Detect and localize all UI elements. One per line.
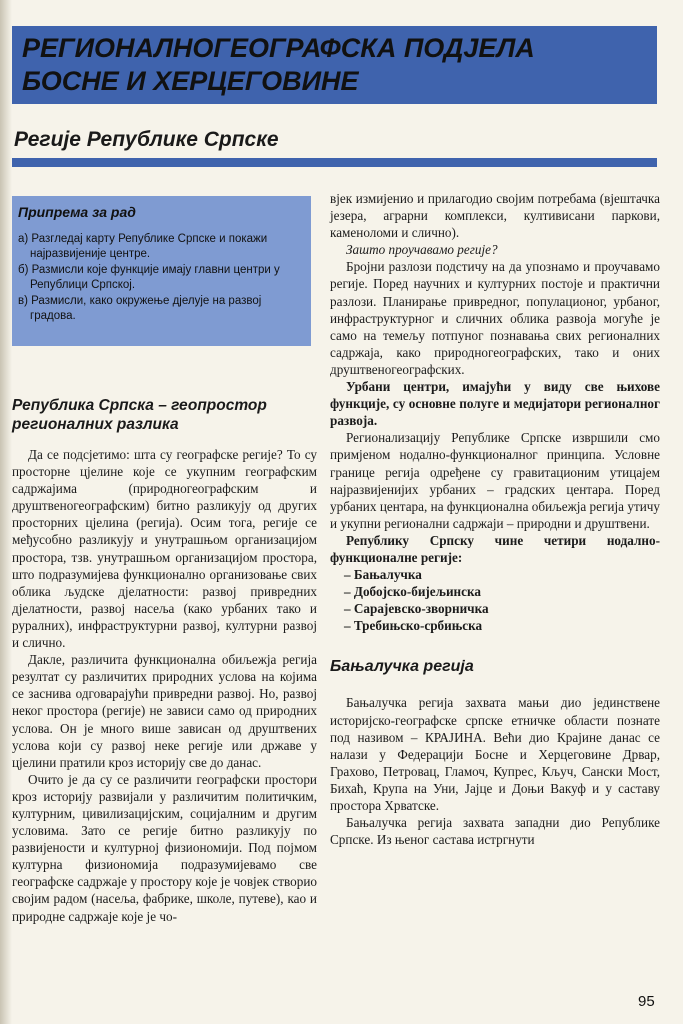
page-title-line2: БОСНЕ И ХЕРЦЕГОВИНЕ bbox=[22, 66, 359, 96]
region-item: – Требињско-србињска bbox=[344, 618, 483, 634]
right-column bbox=[330, 190, 660, 848]
prep-item: б) Размисли које функције имају главни центри у Републици Српској. bbox=[18, 264, 280, 291]
right-paragraph: Бањалучка регија захвата западни дио Републике Српске. Из њеног састава истргнути bbox=[330, 815, 660, 848]
left-paragraph: Очито је да су се различити географски простори кроз историју развијали у различитим политичким, културним, цивилизацијским, социјалним и другим условима. Зато се регије битно разликују по развијености и културној физиономији. Под појмом културна физиономија подразумијевамо све географске садржаје у простору које је човјек створио својим радом (насеља, фабрике, школе, путеве), као и природне садржаје које је чо- bbox=[12, 771, 317, 924]
left-section-heading: Република Српска – геопростор регионалних разлика bbox=[12, 397, 267, 433]
title-band bbox=[12, 26, 657, 104]
prep-box bbox=[12, 196, 311, 346]
region-item: – Добојско-бијељинска bbox=[344, 584, 481, 600]
subtitle-rule bbox=[12, 158, 657, 167]
prep-item: а) Разгледај карту Републике Српске и покажи најразвијеније центре. bbox=[18, 233, 268, 260]
region-item: – Бањалучка bbox=[344, 567, 422, 583]
right-paragraph: Регионализацију Републике Српске извршили смо примјеном нодално-функционалног принципа. Условне границе регија одређене су гравитационим утицајем најразвијенијих урбаних – градских центара. Поред урбаних центара, на функционална обиљежја регија утичу и укупни регионални садржаји – природни и друштвени. bbox=[330, 430, 660, 531]
region-item: – Сарајевско-зворничка bbox=[344, 601, 489, 617]
prep-item: в) Размисли, како окружење дјелује на развој градова. bbox=[18, 295, 262, 322]
left-column bbox=[12, 396, 317, 925]
page-spine-shadow bbox=[0, 0, 12, 1024]
right-question: Зашто проучавамо регије? bbox=[346, 242, 498, 258]
right-paragraph: вјек измијенио и прилагодио својим потребама (вјештачка језера, аграрни комплекси, култивисани паркови, каменоломи и слично). bbox=[330, 191, 660, 241]
page-title-line1: РЕГИОНАЛНОГЕОГРАФСКА ПОДЈЕЛА bbox=[22, 33, 535, 63]
prep-box-heading: Припрема за рад bbox=[18, 204, 136, 220]
prep-box-list bbox=[18, 232, 303, 324]
section-subtitle: Регије Републике Српске bbox=[14, 128, 279, 151]
region-list bbox=[344, 566, 660, 634]
page-title bbox=[12, 26, 657, 98]
right-paragraph: Бројни разлози подстичу на да упознамо и проучавамо регије. Поред научних и културних постоје и практични разлози. Планирање привредног, популационог, урбаног, инфраструктурног и сличних облика развоја могуће је само на темељу потпуног познавања свих регионалних садржаја, како природногеографских, тако и оних друштвеногеографских. bbox=[330, 259, 660, 377]
right-paragraph: Бањалучка регија захвата мањи дио јединствене историјско-географске српске етничке области познате под називом – КРАЈИНА. Већи дио Крајине данас се налази у Федерацији Босне и Херцеговине Дрвар, Грахово, Петровац, Гламоч, Купрес, Кључ, Сански Мост, Бихаћ, Крупа на Уни, Јајце и Доњи Вакуф и у саставу простора Хрватске. bbox=[330, 695, 660, 813]
left-paragraph: Да се подсјетимо: шта су географске регије? То су просторне цјелине које се укупним географским садржајима (природногеографским и друштвеногеографским) битно разликују од других просторних цјелина (регија). Осим тога, регије се међусобно разликују и унутрашњом организацијом простора, тзв. унутрашњом организацијом простора, што подразумијева функционално организовање свих облика људске дјелатности: развој привредних дјелатности, развој насеља (како урбаних тако и руралних), инфраструктурни развој, културни развој и слично. bbox=[12, 447, 317, 651]
left-paragraph: Дакле, различита функционална обиљежја регија резултат су различитих природних услова на којима се заснива одговарајући привредни развој. Но, развој неког простора (регије) не зависи само од природних услова. Он је много више зависан од друштвених услова који су развој неке регије или државе у цјелини пратили кроз историју све до данас. bbox=[12, 652, 317, 770]
right-bold-paragraph: Републику Српску чине четири нодално-функционалне регије: bbox=[330, 532, 660, 565]
region-heading: Бањалучка регија bbox=[330, 658, 474, 676]
page-number: 95 bbox=[638, 993, 655, 1010]
right-bold-paragraph: Урбани центри, имајући у виду све њихове функције, су основне полуге и медијатори регионалног развоја. bbox=[330, 379, 660, 429]
